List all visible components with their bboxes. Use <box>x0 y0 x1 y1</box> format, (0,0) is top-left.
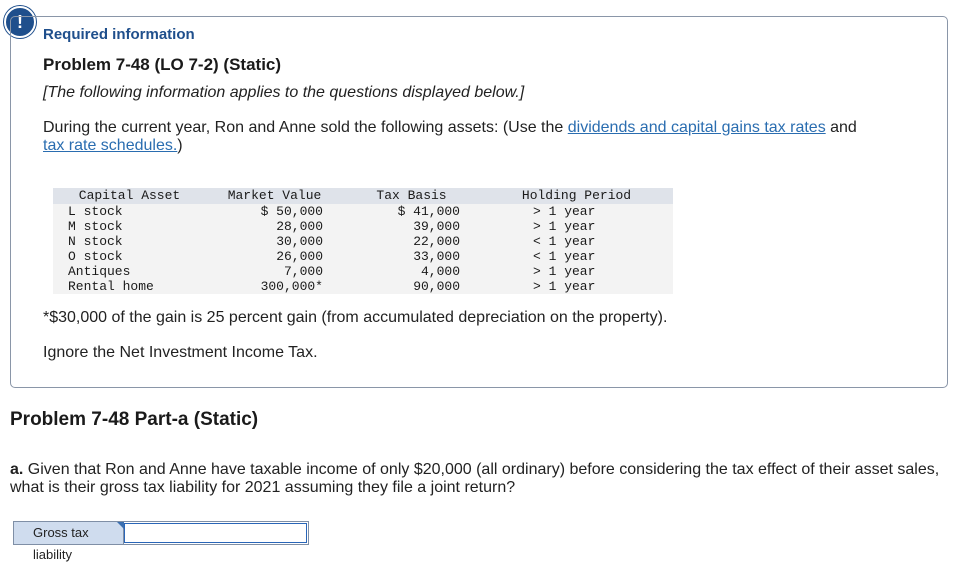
cell-tax-basis: 4,000 <box>343 264 480 279</box>
cell-holding-period: > 1 year <box>480 204 673 219</box>
intro-note: [The following information applies to the questions displayed below.] <box>43 84 525 101</box>
required-corner-icon <box>117 522 124 529</box>
table-row <box>53 234 673 249</box>
desc-text-before: During the current year, Ron and Anne sold the following assets: (Use the <box>43 119 568 136</box>
cell-asset: Antiques <box>53 264 206 279</box>
col-header-holding-period: Holding Period <box>480 188 673 204</box>
cell-holding-period: > 1 year <box>480 264 673 279</box>
cell-holding-period: < 1 year <box>480 249 673 264</box>
cell-tax-basis: $ 41,000 <box>343 204 480 219</box>
alert-icon: ! <box>4 6 36 38</box>
cell-asset: N stock <box>53 234 206 249</box>
cell-asset: O stock <box>53 249 206 264</box>
table-row <box>53 279 673 294</box>
problem-description <box>43 119 873 155</box>
part-a-title: Problem 7-48 Part-a (Static) <box>10 409 259 430</box>
question-text: Given that Ron and Anne have taxable income of only $20,000 (all ordinary) before considering the tax effect of their asset sales, what is their gross tax liability for 2021 assuming they file a joint return? <box>10 461 940 496</box>
gross-tax-liability-input[interactable] <box>123 522 308 544</box>
cell-market-value: 7,000 <box>206 264 343 279</box>
depreciation-footnote: *$30,000 of the gain is 25 percent gain (from accumulated depreciation on the property). <box>43 309 668 326</box>
problem-title: Problem 7-48 (LO 7-2) (Static) <box>43 55 282 74</box>
table-row <box>53 219 673 234</box>
col-header-market-value: Market Value <box>206 188 343 204</box>
col-header-capital-asset: Capital Asset <box>53 188 206 204</box>
cell-tax-basis: 90,000 <box>343 279 480 294</box>
tax-rate-schedules-link[interactable]: tax rate schedules. <box>43 137 178 154</box>
cell-tax-basis: 33,000 <box>343 249 480 264</box>
part-a-question <box>10 461 940 497</box>
table-row <box>53 264 673 279</box>
table-header-row <box>53 188 673 204</box>
ignore-niit-note: Ignore the Net Investment Income Tax. <box>43 344 318 361</box>
cell-tax-basis: 39,000 <box>343 219 480 234</box>
answer-label-text: Gross tax liability <box>33 525 89 562</box>
gross-tax-liability-label <box>14 522 123 562</box>
desc-text-and: and <box>825 119 857 136</box>
cell-market-value: 28,000 <box>206 219 343 234</box>
cell-market-value: 30,000 <box>206 234 343 249</box>
cell-asset: Rental home <box>53 279 206 294</box>
question-prefix: a. <box>10 461 24 478</box>
desc-text-after: ) <box>177 137 183 154</box>
cell-market-value: 26,000 <box>206 249 343 264</box>
cell-asset: L stock <box>53 204 206 219</box>
table-row <box>53 249 673 264</box>
col-header-tax-basis: Tax Basis <box>343 188 480 204</box>
cell-market-value: $ 50,000 <box>206 204 343 219</box>
cell-holding-period: > 1 year <box>480 219 673 234</box>
assets-table <box>53 188 673 294</box>
required-info-label: Required information <box>43 26 195 43</box>
cell-asset: M stock <box>53 219 206 234</box>
gross-tax-liability-row <box>13 521 309 562</box>
table-row <box>53 204 673 219</box>
cell-tax-basis: 22,000 <box>343 234 480 249</box>
cell-market-value: 300,000* <box>206 279 343 294</box>
cell-holding-period: < 1 year <box>480 234 673 249</box>
dividends-rates-link[interactable]: dividends and capital gains tax rates <box>567 119 826 136</box>
cell-holding-period: > 1 year <box>480 279 673 294</box>
